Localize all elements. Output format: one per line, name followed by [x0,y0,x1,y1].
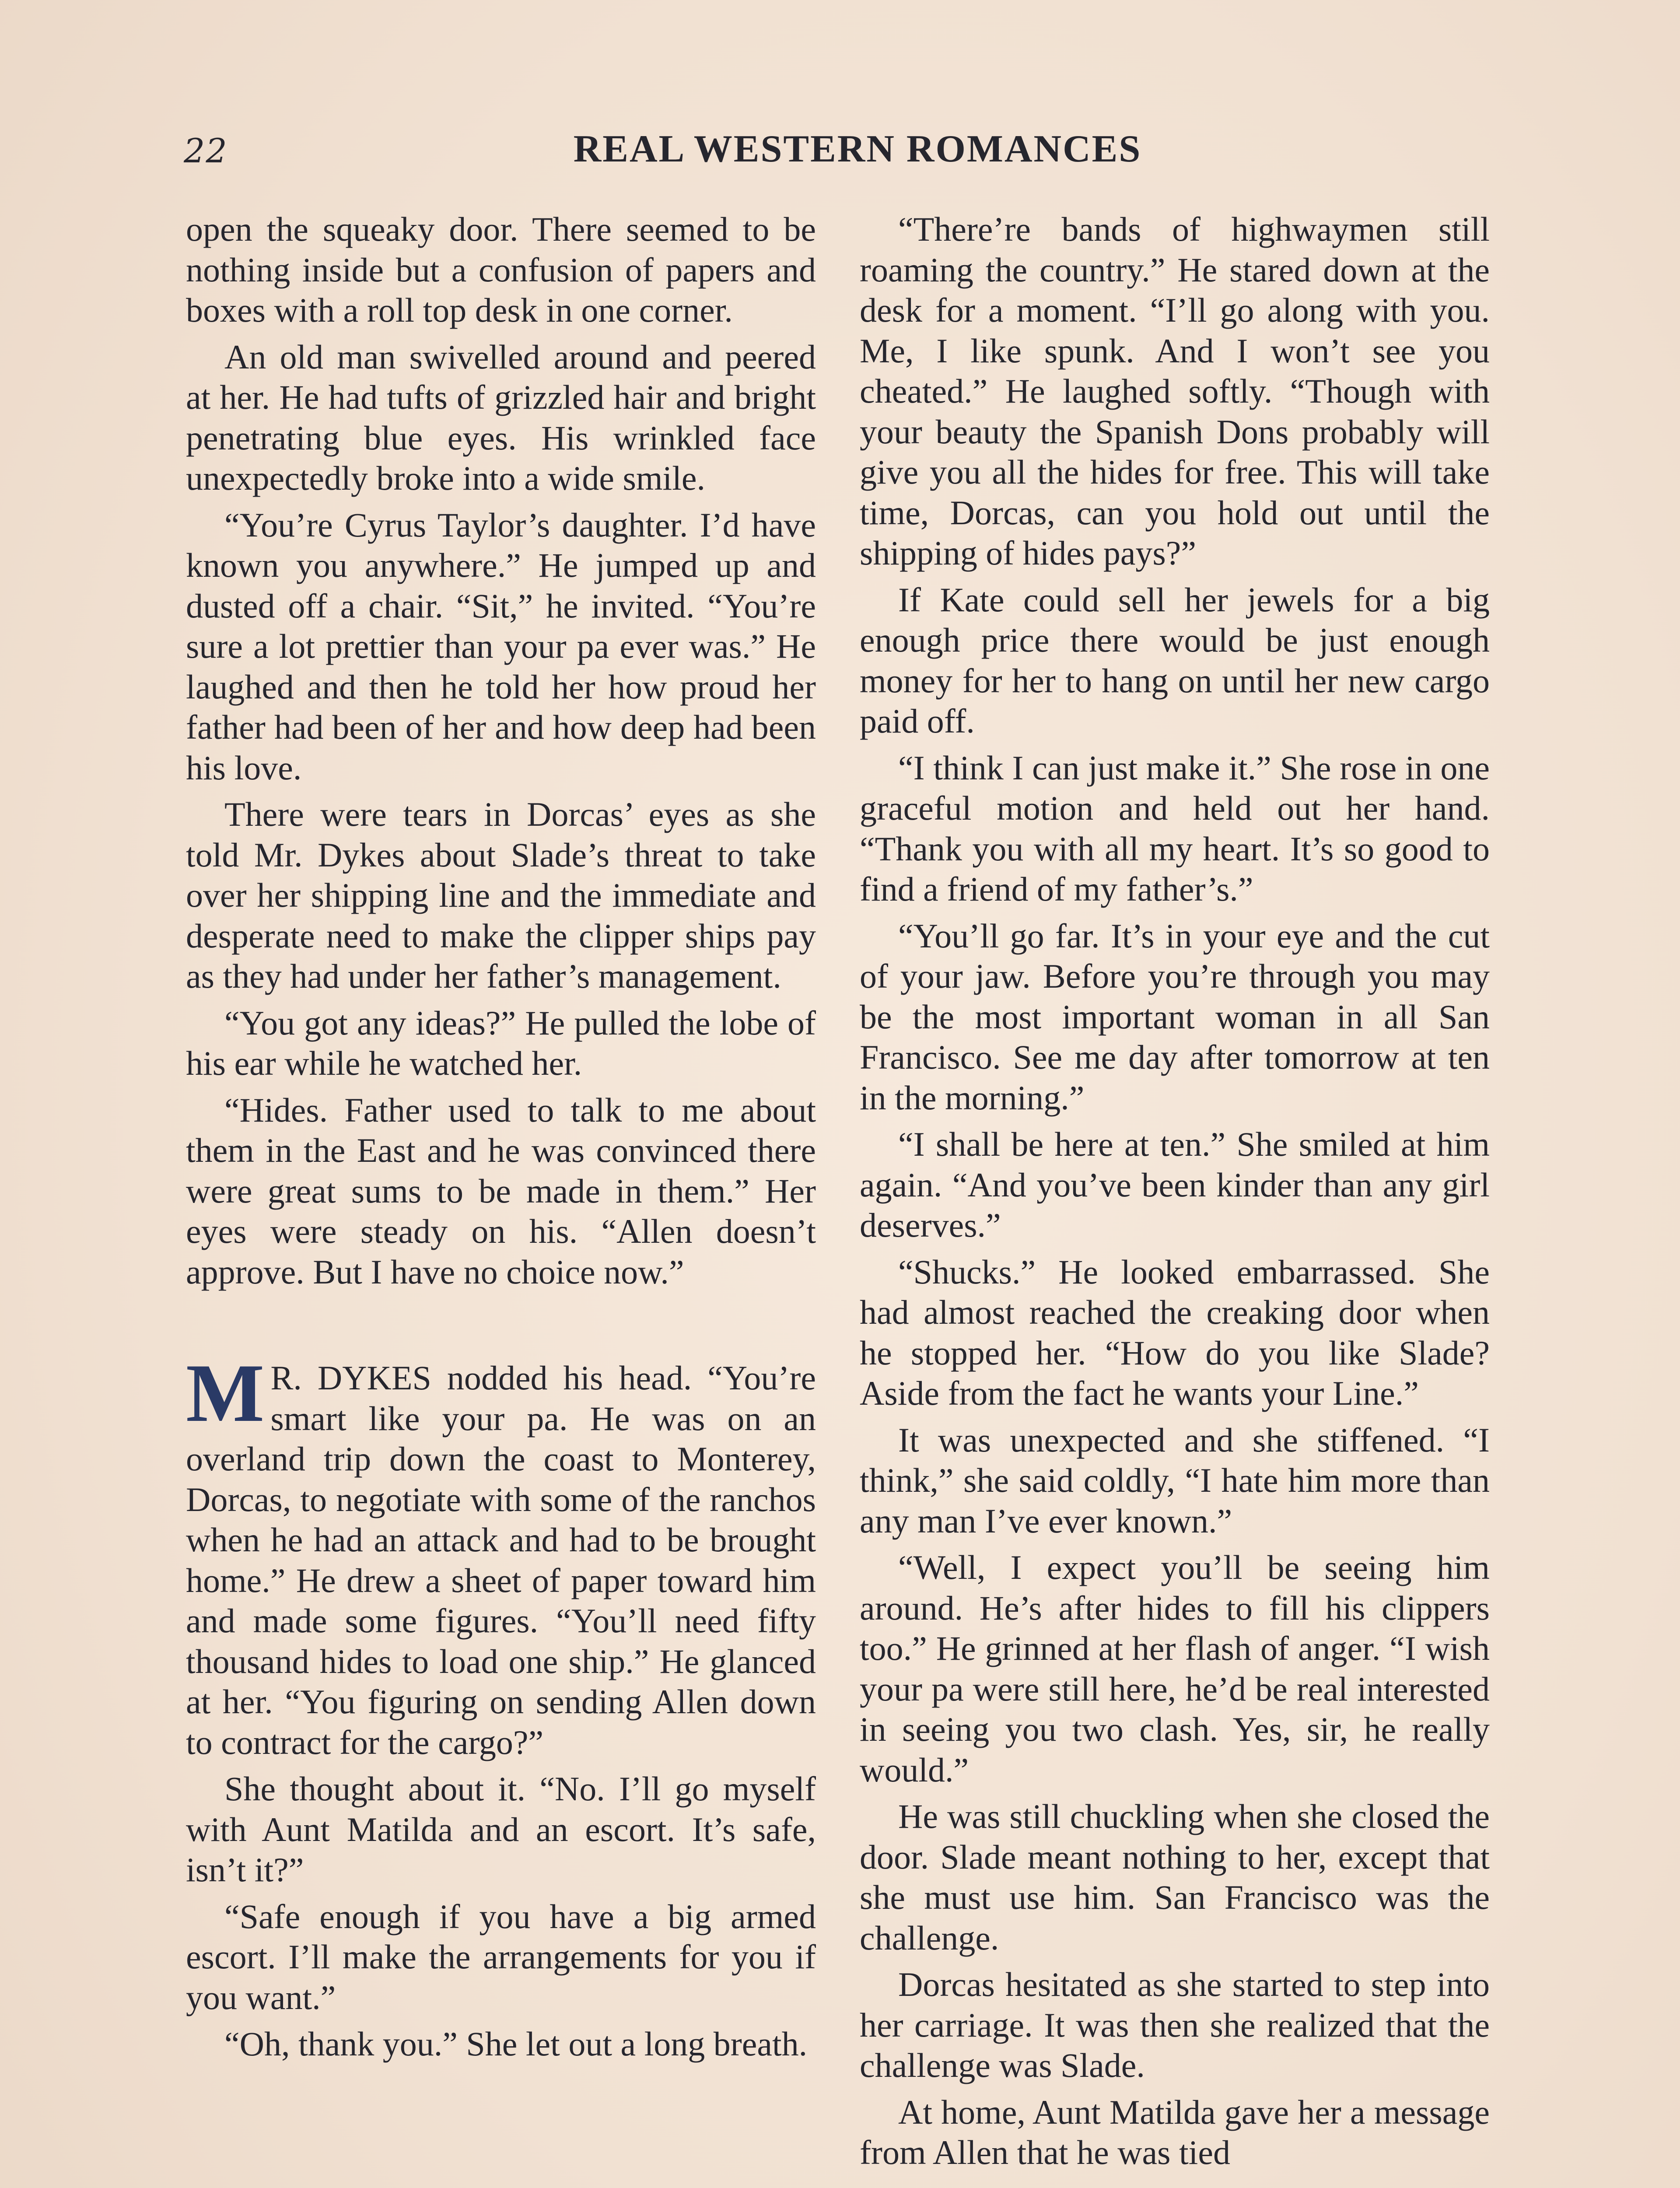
paragraph: “I shall be here at ten.” She smiled at him again. “And you’ve been kinder than any girl deserves.” [860,1125,1490,1244]
right-column [860,209,1490,2179]
paragraph: “Safe enough if you have a big armed escort. I’ll make the arrangements for you if you want.” [186,1897,816,2016]
paragraph: There were tears in Dorcas’ eyes as she told Mr. Dykes about Slade’s threat to take over her shipping line and the immediate and desperate need to make the clipper ships pay as they had under her father’s management. [186,795,816,995]
paragraph: At home, Aunt Matilda gave her a message from Allen that he was tied [860,2093,1490,2171]
paragraph: “There’re bands of highwaymen still roaming the country.” He stared down at the desk for a moment. “I’ll go along with you. Me, I like spunk. And I won’t see you cheated.” He laughed softly. “Though with your beauty the Spanish Dons probably will give you all the hides for free. This will take time, Dorcas, can you hold out until the shipping of hides pays?” [860,210,1490,572]
section-start-paragraph [186,1347,816,1763]
paragraph: If Kate could sell her jewels for a big enough price there would be just enough money for her to hang on until her new cargo paid off. [860,580,1490,740]
paragraph: “Shucks.” He looked embarrassed. She had almost reached the creaking door when he stopped her. “How do you like Slade? Aside from the fact he wants your Line.” [860,1252,1490,1412]
paragraph: “You’re Cyrus Taylor’s daughter. I’d have known you anywhere.” He jumped up and dusted off a chair. “Sit,” he invited. “You’re sure a lot prettier than your pa ever was.” He laughed and then he told her how proud her father had been of her and how deep had been his love. [186,505,816,787]
page-header [0,127,1680,175]
running-head: REAL WESTERN ROMANCES [573,128,1142,170]
paragraph: Dorcas hesitated as she started to step into her carriage. It was then she realized that the challenge was Slade. [860,1965,1490,2084]
paragraph: He was still chuckling when she closed the door. Slade meant nothing to her, except that she must use him. San Francisco was the challenge. [860,1797,1490,1957]
paragraph: She thought about it. “No. I’ll go myself with Aunt Matilda and an escort. It’s safe, isn’t it?” [186,1770,816,1889]
paragraph: “Well, I expect you’ll be seeing him around. He’s after hides to fill his clippers too.” He grinned at her flash of anger. “I wish your pa were still here, he’d be real interested in seeing you two clash. Yes, sir, he really would.” [860,1548,1490,1789]
paragraph: It was unexpected and she stiffened. “I think,” she said coldly, “I hate him more than any man I’ve ever known.” [860,1420,1490,1540]
paragraph: An old man swivelled around and peered at her. He had tufts of grizzled hair and bright penetrating blue eyes. His wrinkled face unexpectedly broke into a wide smile. [186,337,816,497]
paragraph: “Hides. Father used to talk to me about them in the East and he was convinced there were great sums to be made in them.” Her eyes were steady on his. “Allen doesn’t approve. But I have no choice now.” [186,1090,816,1291]
section-text: R. DYKES nodded his head. “You’re smart like your pa. He was on an overland trip down the coast to Monterey, Dorcas, to negotiate with some of the ranchos when he had an attack and had to be brought home.” He drew a sheet of paper toward him and made some figures. “You’ll need fifty thousand hides to load one ship.” He glanced at her. “You figuring on sending Allen down to contract for the cargo?” [186,1359,816,1761]
paragraph: “You’ll go far. It’s in your eye and the cut of your jaw. Before you’re through you may be the most important woman in all San Francisco. See me day after tomorrow at ten in the morning.” [860,916,1490,1117]
paragraph: open the squeaky door. There seemed to be nothing inside but a confusion of papers and boxes with a roll top desk in one corner. [186,210,816,329]
paragraph: “Oh, thank you.” She let out a long breath. [224,2025,808,2063]
paragraph: “You got any ideas?” He pulled the lobe of his ear while he watched her. [186,1003,816,1082]
drop-cap: M [186,1347,265,1439]
left-column [186,209,816,2071]
page-number: 22 [184,131,228,170]
paragraph: “I think I can just make it.” She rose in one graceful motion and held out her hand. “Thank you with all my heart. It’s so good to find a friend of my father’s.” [860,748,1490,908]
